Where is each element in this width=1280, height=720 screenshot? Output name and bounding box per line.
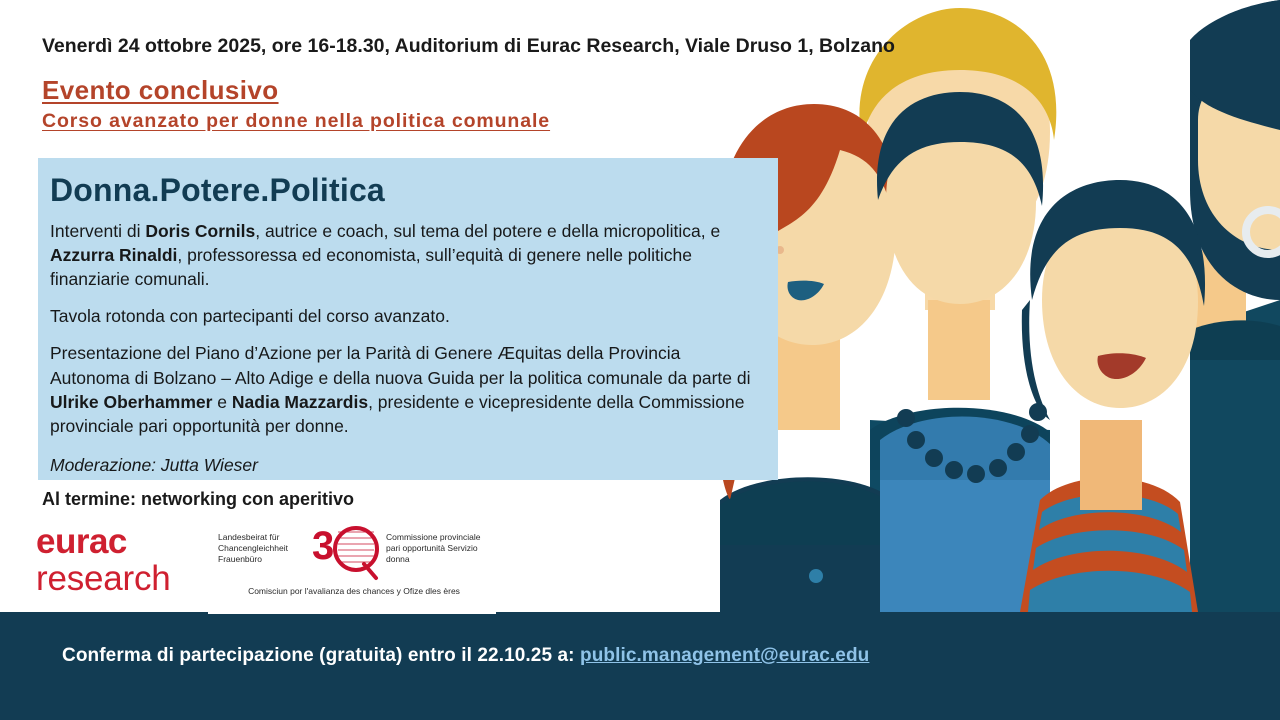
para3-pre: Presentazione del Piano d’Azione per la Parità di Genere Æquitas della Provincia Autonoma di Bolzano – Alto Adige e della nuova Guida per la politica comunale da parte di bbox=[50, 343, 751, 388]
presenter-name-1: Ulrike Oberhammer bbox=[50, 391, 213, 412]
footer-bar bbox=[0, 612, 1280, 720]
commission-logo-right-text: Commissione provinciale pari opportunità Servizio donna bbox=[386, 532, 481, 565]
panel-moderation: Moderazione: Jutta Wieser bbox=[50, 454, 258, 475]
para1-post: , professoressa ed economista, sull’equità di genere nelle politiche finanziarie comunali. bbox=[50, 244, 692, 290]
presenter-name-2: Nadia Mazzardis bbox=[231, 391, 369, 412]
panel-paragraph-roundtable: Tavola rotonda con partecipanti del corso avanzato. bbox=[50, 306, 450, 327]
commission-logo-numeral: 3 bbox=[312, 524, 334, 568]
para3-mid: e bbox=[212, 391, 232, 412]
panel-title: Donna.Potere.Politica bbox=[50, 172, 385, 208]
footer-rsvp-text bbox=[62, 645, 869, 667]
speaker-name-2: Azzurra Rinaldi bbox=[50, 244, 178, 265]
speaker-name-1: Doris Cornils bbox=[145, 220, 256, 241]
networking-note: Al termine: networking con aperitivo bbox=[42, 489, 355, 509]
commission-logo-mark bbox=[312, 522, 386, 582]
para1-mid: , autrice e coach, sul tema del potere e della micropolitica, e bbox=[255, 220, 721, 241]
footer-rsvp-label: Conferma di partecipazione (gratuita) entro il 22.10.25 a: bbox=[62, 645, 580, 666]
eurac-research-logo bbox=[36, 524, 171, 596]
panel-paragraph-presentation bbox=[50, 341, 754, 438]
figure-far-right bbox=[1190, 0, 1280, 612]
footer-email-link[interactable]: public.management@eurac.edu bbox=[579, 645, 870, 666]
eurac-logo-line1: eurac bbox=[36, 522, 127, 561]
heading-secondary: Corso avanzato per donne nella politica comunale bbox=[42, 109, 551, 132]
panel-paragraph-speakers bbox=[50, 219, 754, 291]
content-panel bbox=[38, 158, 778, 480]
commission-logo-bottom-text: Comisciun por l'avalianza des chances y Ofize dles ères bbox=[248, 586, 460, 596]
illustration-svg bbox=[720, 0, 1280, 612]
eurac-logo-line2: research bbox=[36, 559, 171, 598]
commission-logo-left-text: Landesbeirat für Chancengleichheit Frauenbüro bbox=[218, 532, 288, 565]
event-date-line: Venerdì 24 ottobre 2025, ore 16-18.30, Auditorium di Eurac Research, Viale Druso 1, Bolzano bbox=[42, 35, 895, 57]
para3-post: , presidente e vicepresidente della Commissione provinciale pari opportunità per donne. bbox=[50, 391, 745, 436]
para1-pre: Interventi di bbox=[50, 220, 146, 241]
heading-block bbox=[42, 74, 550, 134]
commission-logo bbox=[208, 514, 496, 614]
heading-primary: Evento conclusivo bbox=[42, 75, 279, 105]
illustration-women-group bbox=[720, 0, 1280, 612]
